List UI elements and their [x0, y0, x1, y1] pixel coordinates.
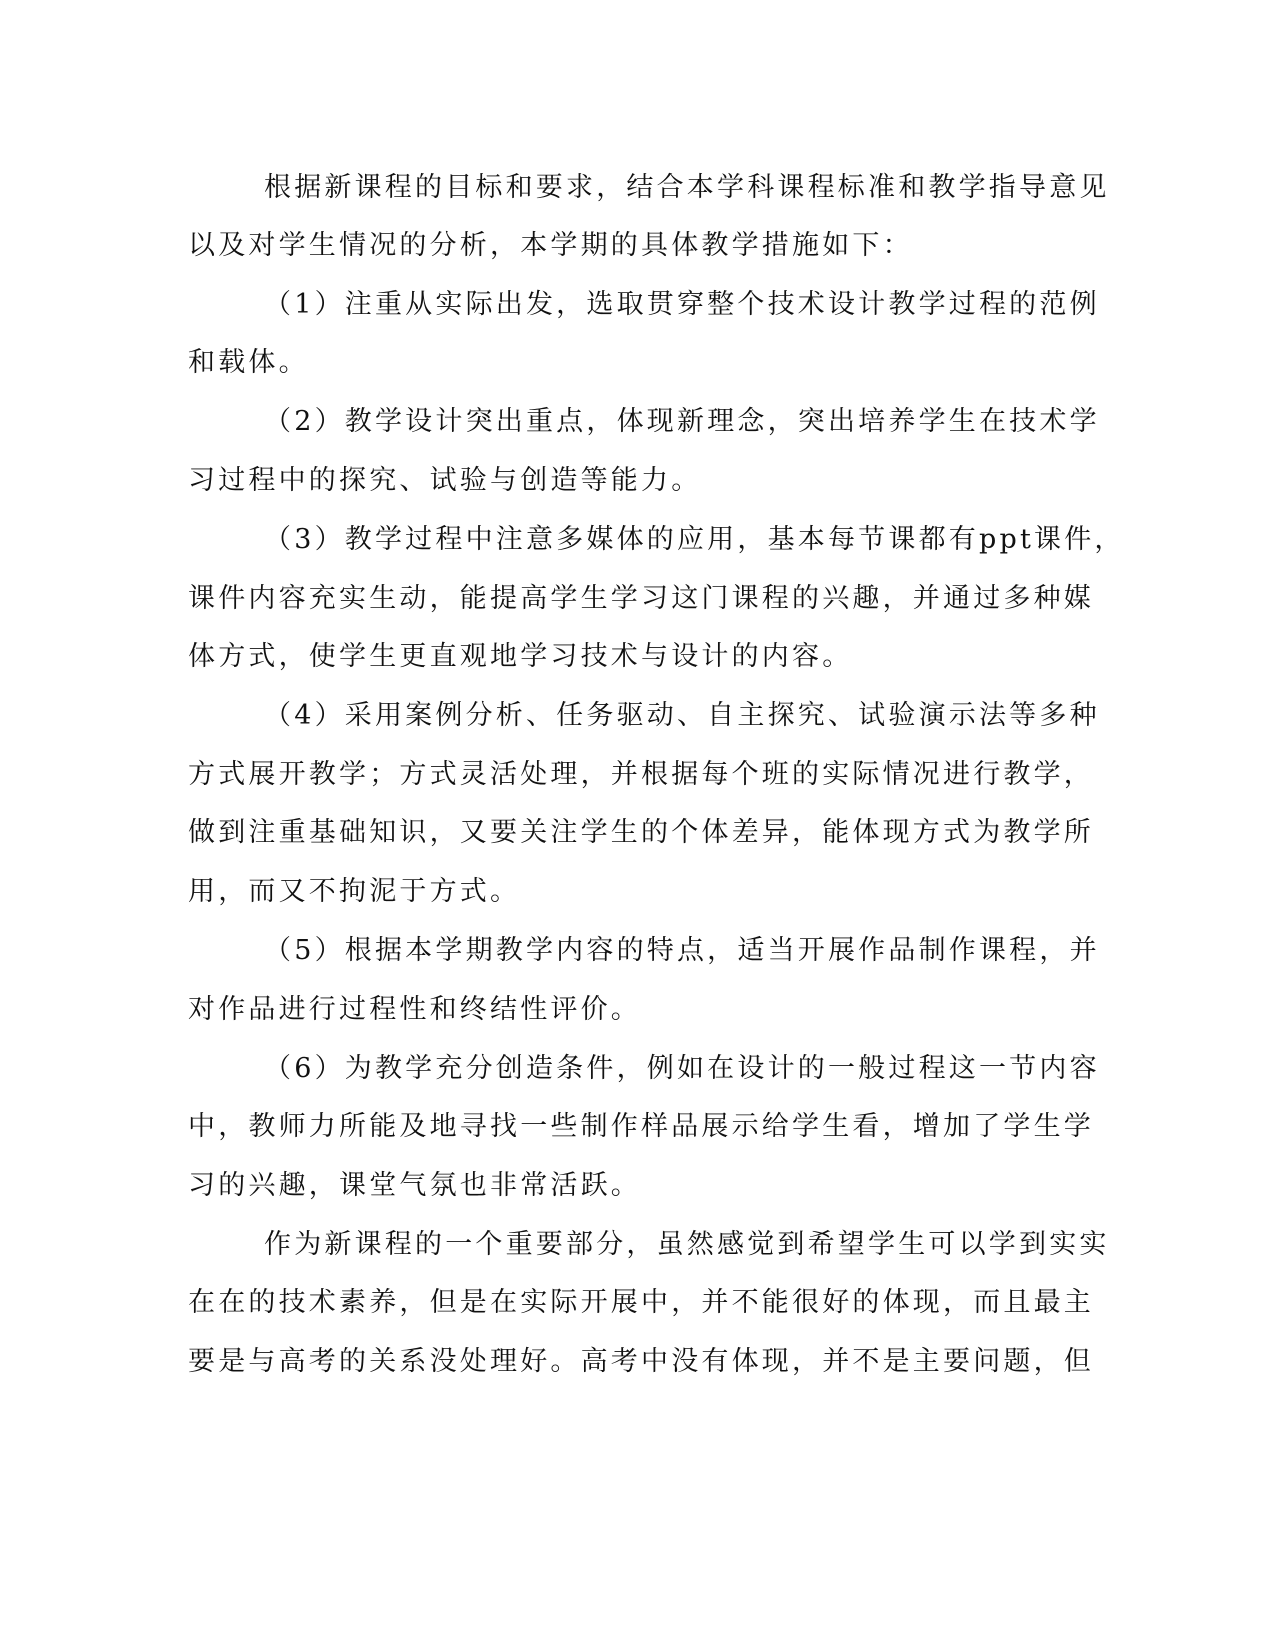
text-line-20: 在在的技术素养，但是在实际开展中，并不能很好的体现，而且最主	[188, 1287, 1094, 1318]
text-line-14: （5）根据本学期教学内容的特点，适当开展作品制作课程，并	[264, 935, 1100, 966]
text-line-7: （3）教学过程中注意多媒体的应用，基本每节课都有ppt课件，	[264, 524, 1125, 555]
text-line-1: 根据新课程的目标和要求，结合本学科课程标准和教学指导意见	[264, 172, 1110, 203]
text-line-3: （1）注重从实际出发，选取贯穿整个技术设计教学过程的范例	[264, 289, 1100, 320]
text-line-13: 用，而又不拘泥于方式。	[188, 876, 521, 907]
text-line-9: 体方式，使学生更直观地学习技术与设计的内容。	[188, 641, 853, 672]
text-line-5: （2）教学设计突出重点，体现新理念，突出培养学生在技术学	[264, 406, 1100, 437]
text-line-12: 做到注重基础知识，又要关注学生的个体差异，能体现方式为教学所	[188, 817, 1094, 848]
text-line-11: 方式展开教学；方式灵活处理，并根据每个班的实际情况进行教学，	[188, 759, 1094, 790]
text-line-18: 习的兴趣，课堂气氛也非常活跃。	[188, 1170, 641, 1201]
text-line-8: 课件内容充实生动，能提高学生学习这门课程的兴趣，并通过多种媒	[188, 583, 1094, 614]
text-line-19: 作为新课程的一个重要部分，虽然感觉到希望学生可以学到实实	[264, 1229, 1110, 1260]
text-line-2: 以及对学生情况的分析，本学期的具体教学措施如下：	[188, 230, 913, 261]
text-line-6: 习过程中的探究、试验与创造等能力。	[188, 465, 702, 496]
text-line-16: （6）为教学充分创造条件，例如在设计的一般过程这一节内容	[264, 1053, 1100, 1084]
text-line-21: 要是与高考的关系没处理好。高考中没有体现，并不是主要问题，但	[188, 1346, 1094, 1377]
text-line-10: （4）采用案例分析、任务驱动、自主探究、试验演示法等多种	[264, 700, 1100, 731]
text-line-15: 对作品进行过程性和终结性评价。	[188, 994, 641, 1025]
text-line-17: 中，教师力所能及地寻找一些制作样品展示给学生看，增加了学生学	[188, 1111, 1094, 1142]
text-line-4: 和载体。	[188, 347, 309, 378]
